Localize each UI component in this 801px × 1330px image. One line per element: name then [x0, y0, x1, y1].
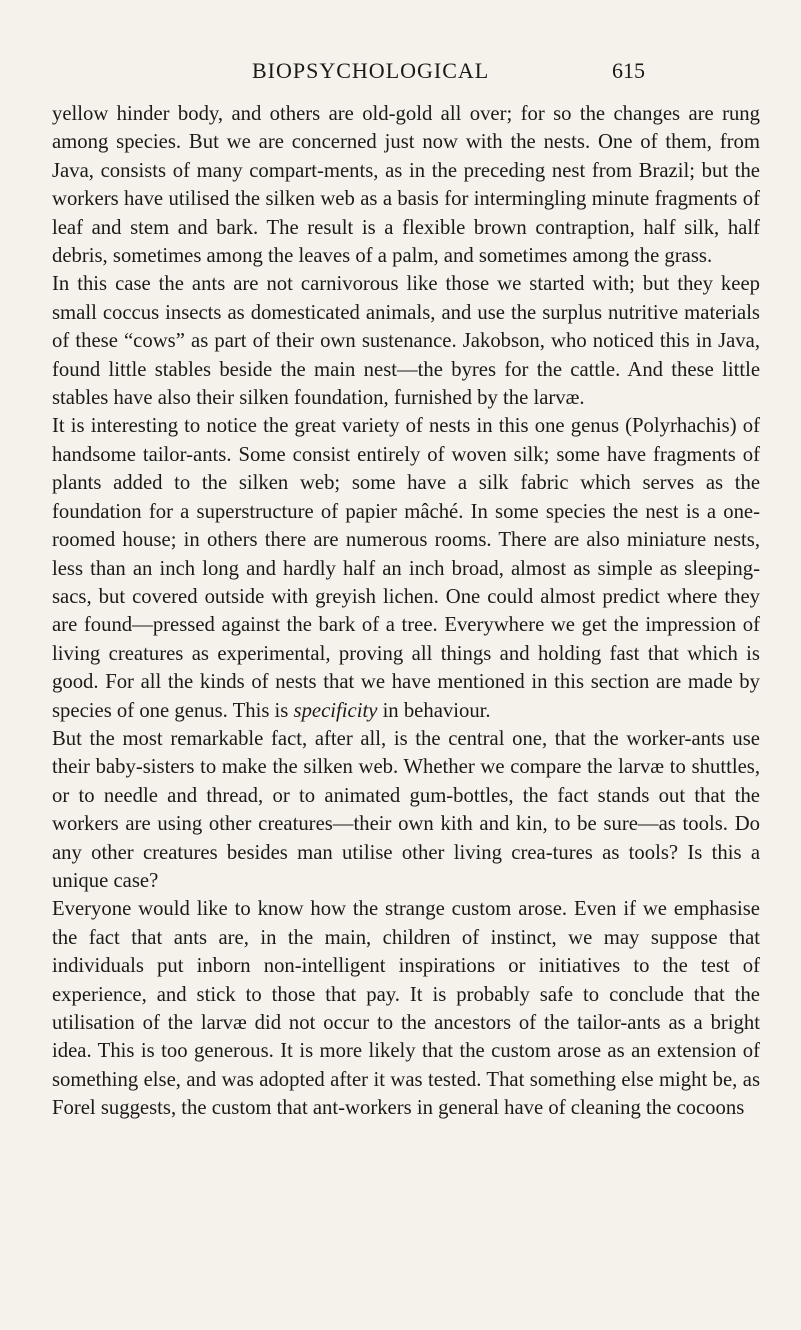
paragraph-2: In this case the ants are not carnivorous like those we started with; but they keep small coccus insects as domesticated animals, and use the surplus nutritive materials of these “cows” as part of their own sustenance. Jakobson, who noticed this in Java, found little stables beside the main nest—the byres for the cattle. And these little stables have also their silken foundation, furnished by the larvæ. [52, 273, 760, 410]
paragraph-3 [52, 412, 760, 724]
paragraph-1: yellow hinder body, and others are old-gold all over; for so the changes are rung among species. But we are concerned just now with the nests. One of them, from Java, consists of many compart-ments, as in the preceding nest from Brazil; but the workers have utilised the silken web as a basis for intermingling minute fragments of leaf and stem and bark. The result is a flexible brown contraption, half silk, half debris, sometimes among the leaves of a palm, and sometimes among the grass. [52, 103, 760, 268]
paragraph-4: But the most remarkable fact, after all, is the central one, that the worker-ants use their baby-sisters to make the silken web. Whether we compare the larvæ to shuttles, or to needle and thread, or to animated gum-bottles, the fact stands out that the workers are using other creatures—their own kith and kin, to be sure—as tools. Do any other creatures besides man utilise other living crea-tures as tools? Is this a unique case? [52, 727, 760, 892]
paragraph-3-text-a: It is interesting to notice the great variety of nests in this one genus (Polyrhachis) of handsome tailor-ants. Some consist entirely of woven silk; some have fragments of plants added to the silken web; some have a silk fabric which serves as the foundation for a superstructure of papier mâché. In some species the nest is a one-roomed house; in others there are numerous rooms. There are also miniature nests, less than an inch long and hardly half an inch broad, almost as simple as sleeping-sacs, but covered outside with greyish lichen. One could almost predict where they are found—pressed against the bark of a tree. Everywhere we get the impression of living creatures as experimental, proving all things and holding fast that which is good. For all the kinds of nests that we have mentioned in this section are made by species of one genus. This is [52, 415, 760, 722]
paragraph-3-text-b: in behaviour. [377, 699, 491, 722]
italic-term: specificity [293, 699, 378, 722]
page-number: 615 [612, 58, 645, 83]
paragraph-5: Everyone would like to know how the strange custom arose. Even if we emphasise the fact that ants are, in the main, children of instinct, we may suppose that individuals put inborn non-intelligent inspirations or initiatives to the test of experience, and stick to those that pay. It is probably safe to conclude that the utilisation of the larvæ did not occur to the ancestors of the tailor-ants as a bright idea. This is too generous. It is more likely that the custom arose as an extension of something else, and was adopted after it was tested. That something else might be, as Forel suggests, the custom that ant-workers in general have of cleaning the cocoons [52, 898, 760, 1120]
body-text [52, 100, 760, 1123]
running-head: BIOPSYCHOLOGICAL [252, 58, 490, 83]
